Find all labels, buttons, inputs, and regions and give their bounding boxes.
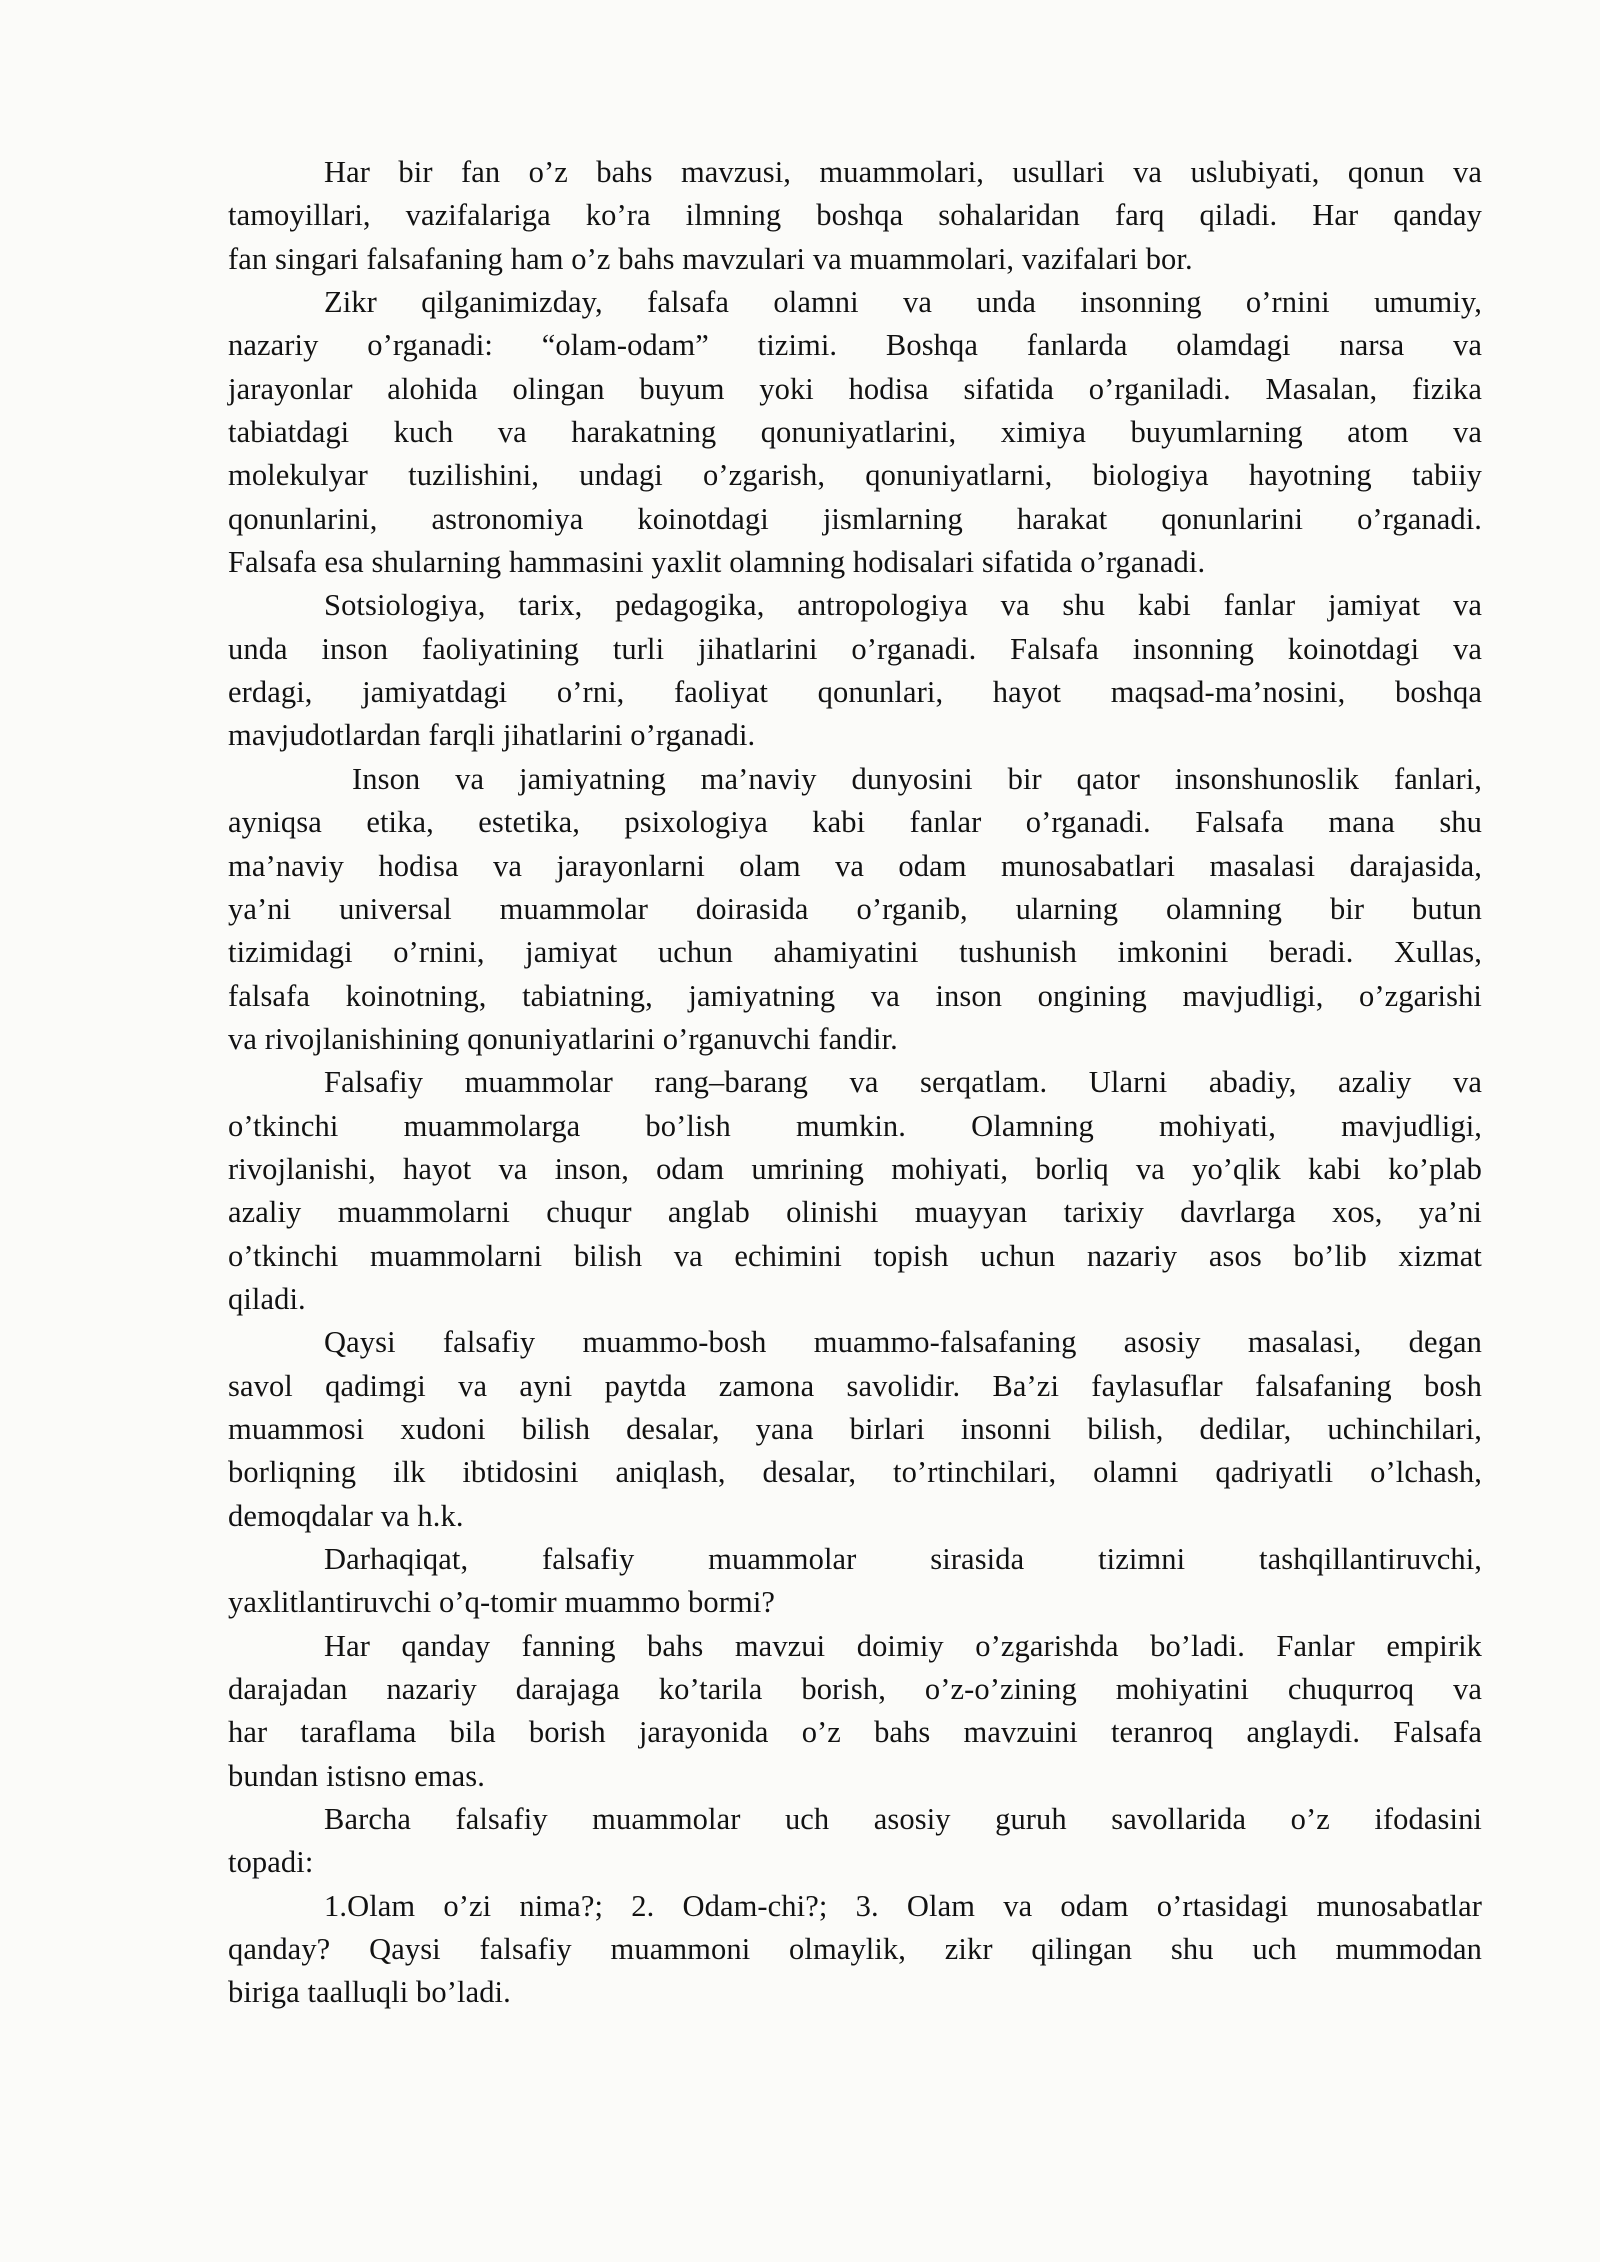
- text-line: molekulyar tuzilishini, undagi o’zgarish, qonuniyatlarni, biologiya hayotning tabiiy: [228, 458, 1482, 493]
- text-line: falsafa koinotning, tabiatning, jamiyatning va inson ongining mavjudligi, o’zgarishi: [228, 978, 1482, 1013]
- paragraph-1: [228, 151, 1482, 281]
- text-line: Inson va jamiyatning ma’naviy dunyosini bir qator insonshunoslik fanlari,: [352, 761, 1482, 796]
- text-line: o’tkinchi muammolarga bo’lish mumkin. Olamning mohiyati, mavjudligi,: [228, 1108, 1482, 1143]
- text-line: Qaysi falsafiy muammo-bosh muammo-falsafaning asosiy masalasi, degan: [324, 1325, 1482, 1360]
- paragraph-8: [228, 1625, 1482, 1798]
- text-line: muammosi xudoni bilish desalar, yana birlari insonni bilish, dedilar, uchinchilari,: [228, 1411, 1482, 1446]
- text-line: tabiatdagi kuch va harakatning qonuniyatlarini, ximiya buyumlarning atom va: [228, 415, 1482, 450]
- text-line: azaliy muammolarni chuqur anglab olinishi muayyan tarixiy davrlarga xos, ya’ni: [228, 1195, 1482, 1230]
- text-line: Darhaqiqat, falsafiy muammolar sirasida tizimni tashqillantiruvchi,: [324, 1542, 1482, 1576]
- text-line: erdagi, jamiyatdagi o’rni, faoliyat qonunlari, hayot maqsad-ma’nosini, boshqa: [228, 675, 1482, 710]
- paragraph-9: [228, 1798, 1482, 1885]
- text-line: rivojlanishi, hayot va inson, odam umrining mohiyati, borliq va yo’qlik kabi ko’plab: [228, 1151, 1482, 1186]
- paragraph-2: [228, 281, 1482, 584]
- text-line: Barcha falsafiy muammolar uch asosiy guruh savollarida o’z ifodasini: [324, 1802, 1482, 1837]
- text-line: bundan istisno emas.: [228, 1758, 485, 1793]
- text-line: qanday? Qaysi falsafiy muammoni olmaylik, zikr qilingan shu uch mummodan: [228, 1932, 1482, 1967]
- text-line: tizimidagi o’rnini, jamiyat uchun ahamiyatini tushunish imkonini beradi. Xullas,: [228, 935, 1482, 970]
- text-line: darajadan nazariy darajaga ko’tarila borish, o’z-o’zining mohiyatini chuqurroq va: [228, 1672, 1482, 1707]
- text-line: unda inson faoliyatining turli jihatlarini o’rganadi. Falsafa insonning koinotdagi va: [228, 631, 1482, 666]
- text-line: mavjudotlardan farqli jihatlarini o’rganadi.: [228, 718, 756, 753]
- text-line: borliqning ilk ibtidosini aniqlash, desalar, to’rtinchilari, olamni qadriyatli o’lchash,: [228, 1455, 1482, 1490]
- text-line: ma’naviy hodisa va jarayonlarni olam va odam munosabatlari masalasi darajasida,: [228, 848, 1482, 883]
- text-line: har taraflama bila borish jarayonida o’z bahs mavzuini teranroq anglaydi. Falsafa: [228, 1715, 1482, 1750]
- text-line: ya’ni universal muammolar doirasida o’rganib, ularning olamning bir butun: [228, 891, 1482, 926]
- text-line: fan singari falsafaning ham o’z bahs mavzulari va muammolari, vazifalari bor.: [228, 241, 1193, 276]
- paragraph-7: [228, 1538, 1482, 1625]
- text-line: tamoyillari, vazifalariga ko’ra ilmning boshqa sohalaridan farq qiladi. Har qanday: [228, 198, 1482, 233]
- text-line: jarayonlar alohida olingan buyum yoki hodisa sifatida o’rganiladi. Masalan, fizika: [228, 371, 1482, 406]
- text-line: Falsafiy muammolar rang–barang va serqatlam. Ularni abadiy, azaliy va: [324, 1065, 1482, 1100]
- text-line: o’tkinchi muammolarni bilish va echimini topish uchun nazariy asos bo’lib xizmat: [228, 1238, 1482, 1273]
- text-line: yaxlitlantiruvchi o’q-tomir muammo bormi?: [228, 1585, 776, 1620]
- paragraph-4: [228, 758, 1482, 1061]
- text-line: savol qadimgi va ayni paytda zamona savolidir. Ba’zi faylasuflar falsafaning bosh: [228, 1368, 1482, 1403]
- text-line: demoqdalar va h.k.: [228, 1498, 464, 1533]
- text-line: va rivojlanishining qonuniyatlarini o’rganuvchi fandir.: [228, 1021, 898, 1056]
- text-line: Har qanday fanning bahs mavzui doimiy o’zgarishda bo’ladi. Fanlar empirik: [324, 1628, 1482, 1663]
- text-line: Har bir fan o’z bahs mavzusi, muammolari, usullari va uslubiyati, qonun va: [324, 155, 1482, 189]
- text-line: Falsafa esa shularning hammasini yaxlit olamning hodisalari sifatida o’rganadi.: [228, 545, 1206, 580]
- paragraph-6: [228, 1321, 1482, 1538]
- text-line: 1.Olam o’zi nima?; 2. Odam-chi?; 3. Olam va odam o’rtasidagi munosabatlar: [324, 1888, 1482, 1923]
- text-line: biriga taalluqli bo’ladi.: [228, 1975, 511, 2010]
- text-line: nazariy o’rganadi: “olam-odam” tizimi. Boshqa fanlarda olamdagi narsa va: [228, 328, 1482, 363]
- text-line: ayniqsa etika, estetika, psixologiya kabi fanlar o’rganadi. Falsafa mana shu: [228, 805, 1482, 840]
- text-line: qiladi.: [228, 1281, 306, 1316]
- text-line: Zikr qilganimizday, falsafa olamni va unda insonning o’rnini umumiy,: [324, 285, 1482, 320]
- paragraph-3: [228, 584, 1482, 757]
- paragraph-10: [228, 1885, 1482, 2015]
- text-line: topadi:: [228, 1845, 314, 1880]
- paragraph-5: [228, 1061, 1482, 1321]
- text-line: qonunlarini, astronomiya koinotdagi jismlarning harakat qonunlarini o’rganadi.: [228, 501, 1482, 536]
- text-column: [228, 151, 1482, 2015]
- text-line: Sotsiologiya, tarix, pedagogika, antropologiya va shu kabi fanlar jamiyat va: [324, 588, 1482, 623]
